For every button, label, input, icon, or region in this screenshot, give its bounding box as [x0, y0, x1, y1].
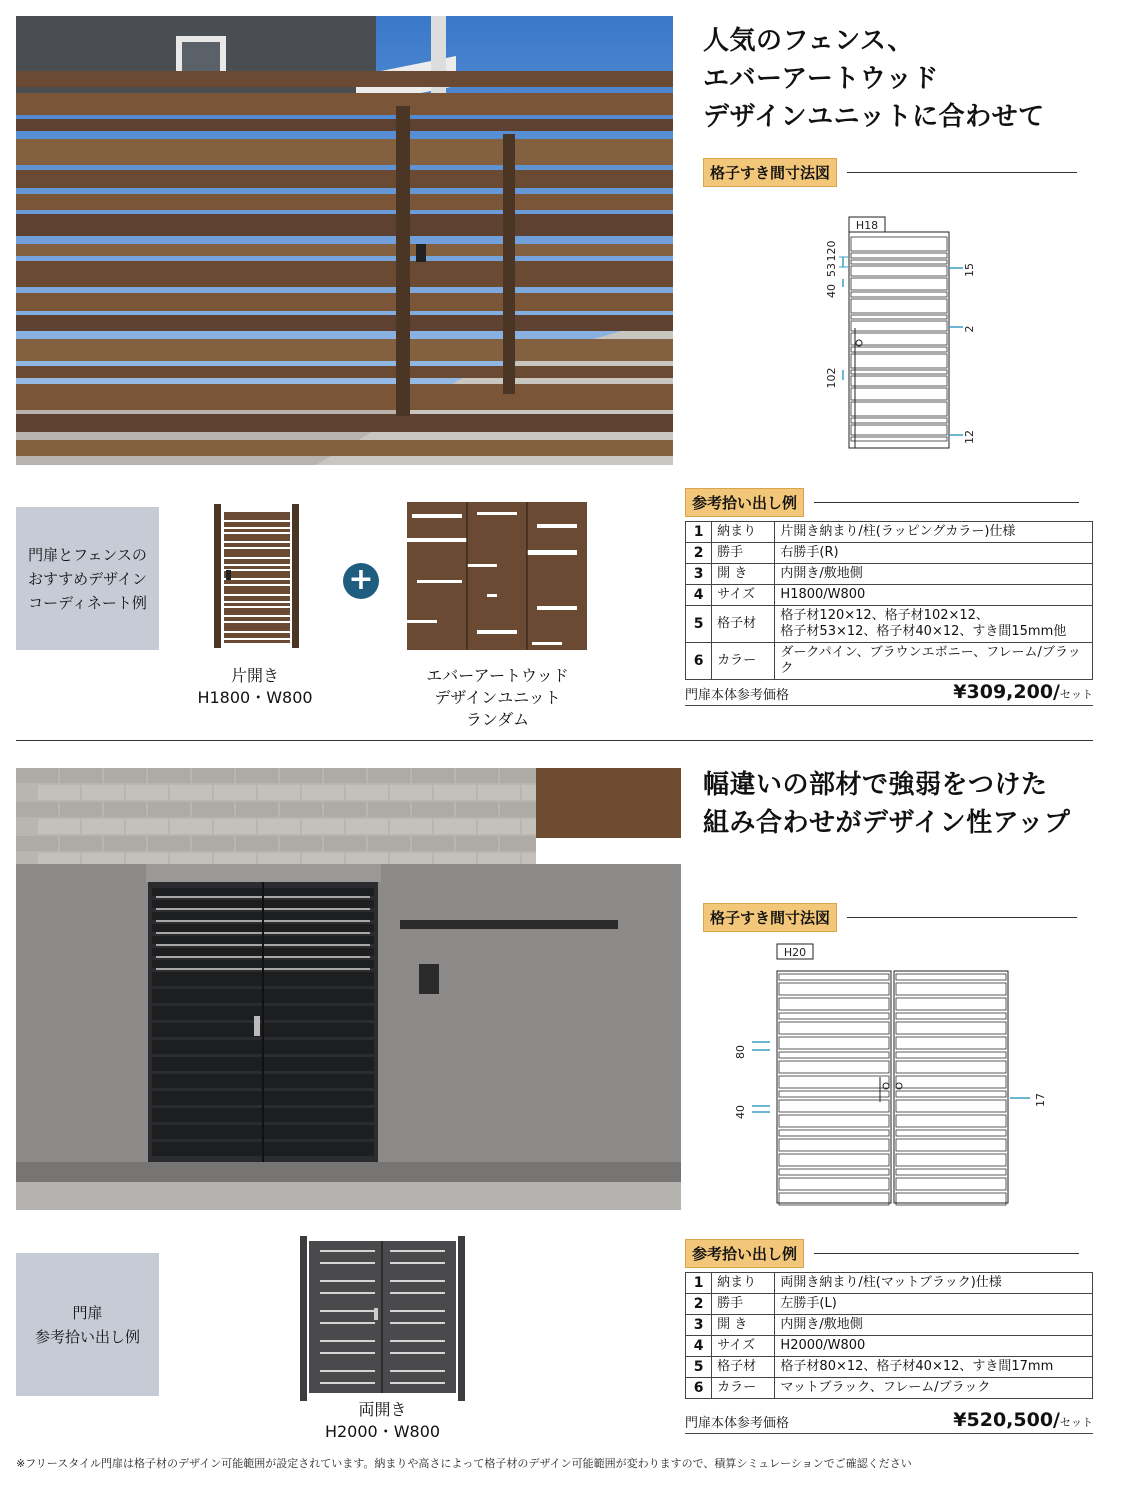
row-num: 3: [686, 1315, 712, 1336]
gate-photo: [16, 768, 681, 1210]
svg-text:15: 15: [963, 263, 976, 277]
table-row: [686, 522, 1093, 543]
row-value-line: 格子材120×12、格子材102×12、: [780, 608, 989, 623]
unit-gap: [487, 594, 497, 597]
gate-slat: [224, 617, 290, 621]
stone-block: [38, 819, 80, 834]
stone-block: [170, 819, 212, 834]
unit-gap: [467, 564, 497, 567]
section2-diagram-header: [703, 903, 1093, 932]
gate-gap: [390, 1382, 445, 1384]
plus-icon: +: [343, 563, 379, 599]
fence-photo: [16, 16, 673, 465]
stone-block: [434, 819, 476, 834]
section1-price: [685, 681, 1093, 706]
row-value: 内開き/敷地側: [775, 1315, 1093, 1336]
row-value: ダークパイン、ブラウンエボニー、フレーム/ブラック: [775, 643, 1093, 680]
gate-slat: [224, 623, 290, 631]
stone-block: [478, 819, 520, 834]
coordinate-example-box: [16, 507, 159, 650]
table-tag: 参考拾い出し例: [685, 1239, 804, 1268]
gate-gap: [320, 1382, 375, 1384]
svg-text:120: 120: [825, 240, 838, 262]
row-value: 片開き納まり/柱(ラッピングカラー)仕様: [775, 522, 1093, 543]
svg-text:2: 2: [963, 325, 976, 333]
stone-block: [104, 768, 146, 783]
fence-unit-illustration: [407, 502, 587, 650]
fence-slat: [16, 339, 673, 361]
gate-gap: [320, 1340, 375, 1342]
table-row: [686, 564, 1093, 585]
stone-block: [148, 768, 190, 783]
caption-line: デザインユニット: [434, 688, 561, 707]
box-line: コーディネート例: [28, 593, 147, 612]
caption-line: 両開き: [358, 1400, 407, 1419]
svg-text:12: 12: [963, 430, 976, 444]
stone-block: [478, 785, 520, 800]
box-line: 門扉: [72, 1303, 103, 1322]
table-row: [686, 585, 1093, 606]
gate-gap: [320, 1262, 375, 1264]
diagram-tag: 格子すき間寸法図: [703, 158, 837, 187]
gate-slat: [224, 559, 290, 564]
box-line: 門扉とフェンスの: [28, 545, 147, 564]
gate-slat: [224, 640, 290, 643]
fence-unit-caption: [405, 665, 590, 731]
stone-block: [126, 819, 168, 834]
table-row: [686, 1294, 1093, 1315]
stone-block: [60, 768, 102, 783]
stone-block: [368, 802, 410, 817]
stone-block: [456, 836, 498, 851]
stone-block: [456, 802, 498, 817]
stone-block: [412, 802, 454, 817]
caption-line: 片開き: [230, 666, 279, 685]
row-num: 1: [686, 522, 712, 543]
stone-block: [104, 836, 146, 851]
row-key: 納まり: [712, 522, 775, 543]
fence-slat: [16, 194, 673, 210]
table-row: [686, 1336, 1093, 1357]
gate-slat: [224, 543, 290, 547]
stone-block: [302, 785, 344, 800]
double-gate-caption: [300, 1399, 465, 1443]
unit-gap: [477, 512, 517, 515]
unit-gap: [417, 580, 462, 583]
row-key: カラー: [712, 1378, 775, 1399]
table-row: [686, 543, 1093, 564]
stone-block: [368, 836, 410, 851]
price-label: 門扉本体参考価格: [685, 1416, 790, 1431]
stone-block: [412, 836, 454, 851]
gate-slat: [224, 534, 290, 541]
box-line: おすすめデザイン: [27, 569, 148, 588]
stone-block: [16, 768, 58, 783]
stone-block: [148, 802, 190, 817]
table-row: [686, 1273, 1093, 1294]
row-value: H1800/W800: [775, 585, 1093, 606]
caption-line: エバーアートウッド: [426, 666, 569, 685]
gate-gap: [320, 1250, 375, 1252]
header-rule: [847, 172, 1077, 173]
stone-block: [60, 802, 102, 817]
diagram-tag: 格子すき間寸法図: [703, 903, 837, 932]
stone-block: [258, 819, 300, 834]
table-row: [686, 1315, 1093, 1336]
gate-slat: [224, 512, 290, 520]
headline-line: 人気のフェンス、: [703, 26, 914, 56]
footnote: ※フリースタイル門扉は格子材のデザイン可能範囲が設定されています。納まりや高さによって格子材のデザイン可能範囲が変わりますので、積算シミュレーションでご確認ください: [16, 1457, 912, 1470]
stone-block: [500, 802, 542, 817]
headline-line: 組み合わせがデザイン性アップ: [703, 808, 1071, 838]
table-row: [686, 1378, 1093, 1399]
single-gate-caption: [175, 665, 335, 709]
stone-block: [368, 768, 410, 783]
stone-block: [104, 802, 146, 817]
stone-block: [258, 785, 300, 800]
table-row: [686, 606, 1093, 643]
caption-line: H1800・W800: [197, 688, 313, 707]
row-num: 5: [686, 1357, 712, 1378]
price-unit: セット: [1060, 688, 1093, 701]
gate-gap: [390, 1352, 445, 1354]
headline-line: デザインユニットに合わせて: [703, 102, 1045, 132]
fence-slat: [16, 440, 673, 456]
price-value: ¥520,500/: [953, 1409, 1060, 1431]
gate-slat: [224, 633, 290, 638]
caption-line: ランダム: [465, 710, 530, 729]
row-num: 4: [686, 1336, 712, 1357]
diagram-label: H18: [855, 219, 879, 232]
row-key: 勝手: [712, 1294, 775, 1315]
stone-block: [500, 768, 542, 783]
caption-line: H2000・W800: [324, 1422, 441, 1441]
stone-block: [82, 785, 124, 800]
row-value: 格子材80×12、格子材40×12、すき間17mm: [775, 1357, 1093, 1378]
stone-block: [236, 836, 278, 851]
stone-block: [302, 819, 344, 834]
stone-block: [434, 785, 476, 800]
stone-block: [148, 836, 190, 851]
section1-headline: [703, 22, 1045, 136]
svg-text:H20: H20: [783, 946, 807, 959]
row-num: 3: [686, 564, 712, 585]
section2-table-header: [685, 1239, 1093, 1268]
gate-slat: [224, 596, 290, 601]
row-value: 内開き/敷地側: [775, 564, 1093, 585]
fence-slat: [16, 261, 673, 287]
unit-gap: [532, 642, 562, 645]
row-key: サイズ: [712, 1336, 775, 1357]
stone-block: [16, 836, 58, 851]
stone-block: [170, 785, 212, 800]
gate-slat: [224, 580, 290, 584]
row-num: 2: [686, 1294, 712, 1315]
stone-block: [38, 785, 80, 800]
unit-gap: [527, 550, 577, 555]
row-key: 開 き: [712, 1315, 775, 1336]
section-divider: [16, 740, 1093, 741]
gate-gap: [320, 1352, 375, 1354]
row-num: 2: [686, 543, 712, 564]
stone-block: [456, 768, 498, 783]
gate-slat: [224, 529, 290, 532]
unit-gap: [407, 620, 437, 623]
fence-slat: [16, 384, 673, 410]
fence-slat: [16, 93, 673, 115]
stone-block: [192, 836, 234, 851]
unit-gap: [407, 538, 467, 542]
table-row: [686, 643, 1093, 680]
section2-spec-table: [685, 1272, 1093, 1399]
stone-block: [390, 785, 432, 800]
stone-block: [280, 802, 322, 817]
stone-block: [324, 768, 366, 783]
fence-slat: [16, 315, 673, 331]
stone-block: [412, 768, 454, 783]
box-line: 参考拾い出し例: [34, 1327, 140, 1346]
row-value: 右勝手(R): [775, 543, 1093, 564]
section1-spec-table: [685, 521, 1093, 680]
svg-text:102: 102: [825, 367, 838, 389]
gate-slat: [224, 603, 290, 606]
price-value: ¥309,200/: [953, 681, 1060, 703]
row-key: 開 き: [712, 564, 775, 585]
stone-block: [500, 836, 542, 851]
gate-slat: [224, 549, 290, 557]
stone-block: [346, 785, 388, 800]
gap-diagram-h18: [815, 215, 990, 455]
row-key: 格子材: [712, 1357, 775, 1378]
gate-gap: [390, 1292, 445, 1294]
fence-slat: [16, 139, 673, 165]
stone-block: [346, 819, 388, 834]
headline-line: 幅違いの部材で強弱をつけた: [703, 770, 1048, 800]
gate-gap: [390, 1340, 445, 1342]
unit-gap: [537, 524, 577, 528]
row-value: H2000/W800: [775, 1336, 1093, 1357]
gate-gap: [390, 1262, 445, 1264]
stone-block: [324, 802, 366, 817]
gate-gap: [320, 1292, 375, 1294]
stone-block: [280, 768, 322, 783]
row-num: 6: [686, 643, 712, 680]
unit-gap: [412, 514, 462, 518]
gate-gap: [320, 1322, 375, 1324]
stone-block: [192, 802, 234, 817]
fence-slat: [16, 414, 673, 432]
gate-gap: [390, 1280, 445, 1282]
stone-block: [16, 802, 58, 817]
headline-line: エバーアートウッド: [703, 64, 939, 94]
stone-block: [126, 785, 168, 800]
gate-gap: [320, 1310, 375, 1312]
section1-table-header: [685, 488, 1093, 517]
header-rule: [814, 1253, 1079, 1254]
gate-gap: [320, 1280, 375, 1282]
table-tag: 参考拾い出し例: [685, 488, 804, 517]
price-unit: セット: [1060, 1416, 1093, 1429]
single-gate-illustration: [212, 502, 302, 650]
row-key: 格子材: [712, 606, 775, 643]
stone-block: [236, 802, 278, 817]
gate-gap: [390, 1322, 445, 1324]
stone-block: [236, 768, 278, 783]
price-label: 門扉本体参考価格: [685, 688, 790, 703]
stone-block: [324, 836, 366, 851]
stone-block: [214, 785, 256, 800]
gate-slat: [224, 586, 290, 594]
fence-slat: [16, 119, 673, 131]
row-key: 納まり: [712, 1273, 775, 1294]
table-row: [686, 1357, 1093, 1378]
gate-slat: [224, 522, 290, 527]
row-key: カラー: [712, 643, 775, 680]
gate-slat: [224, 566, 290, 569]
unit-gap: [477, 630, 517, 634]
row-value: [775, 606, 1093, 643]
row-value: マットブラック、フレーム/ブラック: [775, 1378, 1093, 1399]
row-num: 6: [686, 1378, 712, 1399]
row-value: 両開き納まり/柱(マットブラック)仕様: [775, 1273, 1093, 1294]
svg-text:53: 53: [825, 263, 838, 277]
svg-text:40: 40: [825, 284, 838, 298]
stone-block: [82, 819, 124, 834]
header-rule: [814, 502, 1079, 503]
row-value-line: 格子材53×12、格子材40×12、すき間15mm他: [780, 624, 1067, 639]
gate-gap: [390, 1370, 445, 1372]
header-rule: [847, 917, 1077, 918]
row-key: サイズ: [712, 585, 775, 606]
stone-block: [214, 819, 256, 834]
fence-slat: [16, 244, 673, 256]
gate-slat: [224, 608, 290, 615]
section1-diagram-header: [703, 158, 1093, 187]
unit-gap: [537, 606, 577, 610]
row-num: 4: [686, 585, 712, 606]
section2-headline: [703, 766, 1070, 842]
gate-gap: [320, 1370, 375, 1372]
gate-gap: [390, 1310, 445, 1312]
stone-block: [192, 768, 234, 783]
gap-diagram-h20: [730, 942, 1060, 1212]
fence-slat: [16, 71, 673, 87]
fence-slat: [16, 293, 673, 311]
fence-slat: [16, 366, 673, 378]
svg-text:17: 17: [1034, 1093, 1047, 1107]
row-num: 5: [686, 606, 712, 643]
fence-slat: [16, 214, 673, 236]
row-num: 1: [686, 1273, 712, 1294]
svg-text:80: 80: [734, 1045, 747, 1059]
fence-slat: [16, 170, 673, 188]
stone-block: [280, 836, 322, 851]
section2-price: [685, 1409, 1093, 1434]
reference-example-box: [16, 1253, 159, 1396]
stone-block: [390, 819, 432, 834]
stone-block: [60, 836, 102, 851]
gate-gap: [390, 1250, 445, 1252]
row-key: 勝手: [712, 543, 775, 564]
double-gate-illustration: [300, 1236, 465, 1401]
gate-slat: [224, 571, 290, 578]
svg-text:40: 40: [734, 1105, 747, 1119]
row-value: 左勝手(L): [775, 1294, 1093, 1315]
